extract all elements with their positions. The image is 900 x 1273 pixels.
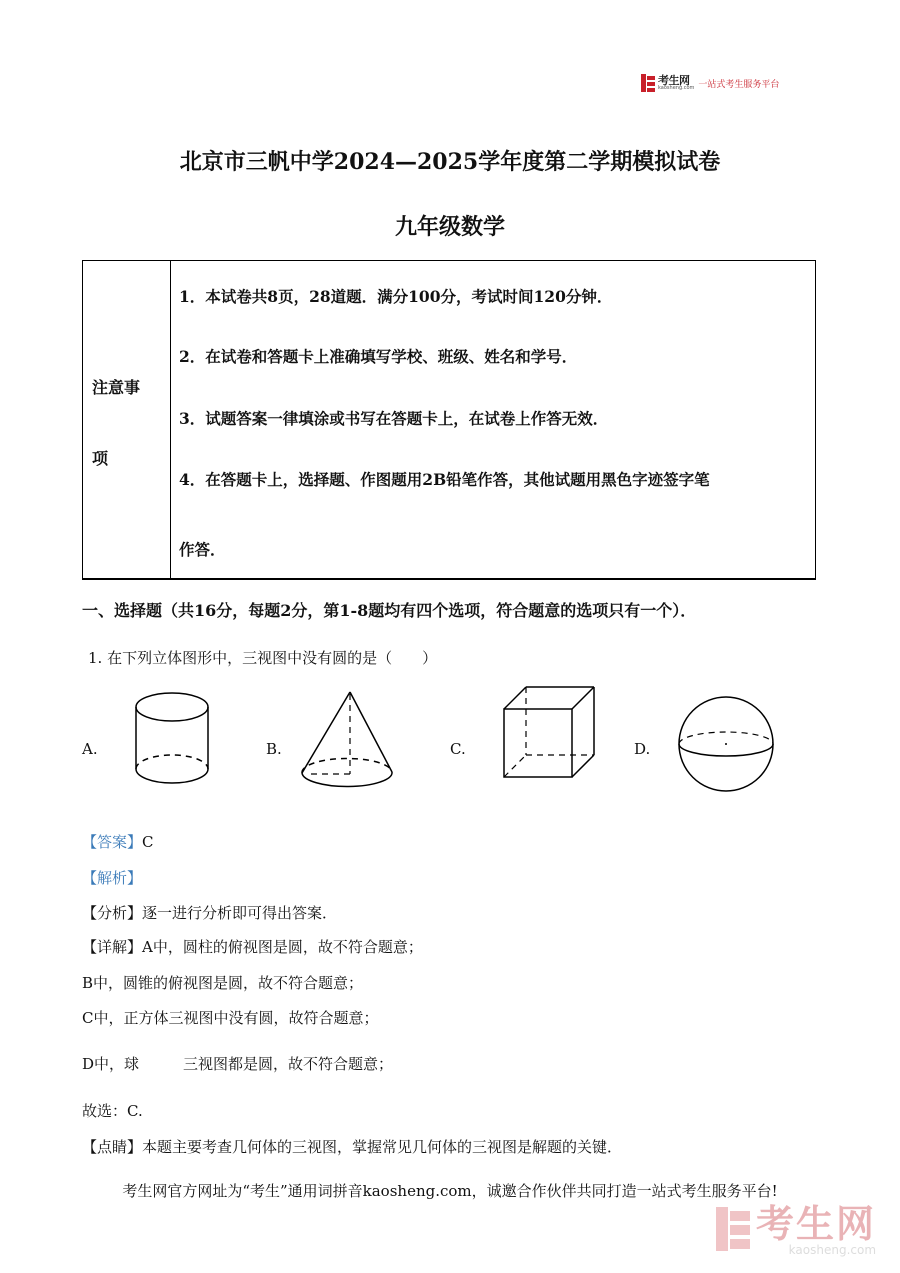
notice-label-line1: 注意事 [92,378,141,397]
answer-line [82,831,154,852]
dianjing-line [82,1136,622,1157]
sphere-figure [674,694,780,798]
footer-text: 考生网官方网址为“考生”通用词拼音kaosheng.com，诚邀合作伙伴共同打造一站式考生服务平台! [122,1182,778,1200]
notice-label-line2: 项 [92,449,109,468]
conclusion-line: 故选：C. [82,1102,143,1120]
section-heading: 一、选择题（共16分，每题2分，第1-8题均有四个选项，符合题意的选项只有一个）． [82,601,697,620]
watermark [716,1202,877,1257]
page-title: 北京市三帆中学2024—2025学年度第二学期模拟试卷 [179,149,721,175]
dianjing-text: 本题主要考查几何体的三视图，掌握常见几何体的三视图是解题的关键． [142,1138,623,1156]
detail-d-text-2: 三视图都是圆，故不符合题意； [183,1055,394,1073]
logo-slogan: 一站式考生服务平台 [698,79,780,90]
detail-a-line [82,936,423,957]
detail-d-text-1: D中，球 [82,1055,140,1073]
option-c-label: C. [450,740,466,758]
dianjing-tag: 【点睛】 [82,1138,143,1156]
answer-value: C [142,833,154,851]
logo-text [658,75,694,91]
analysis-tag: 【解析】 [82,869,143,887]
answer-tag: 【答案】 [82,833,143,851]
cone-figure [298,688,398,797]
detail-c-line: C中，正方体三视图中没有圆，故符合题意； [82,1009,379,1027]
cube-figure [496,683,602,787]
detail-a-text: A中，圆柱的俯视图是圆，故不符合题意； [142,938,423,956]
detail-b-line: B中，圆锥的俯视图是圆，故不符合题意； [82,974,364,992]
watermark-logo-icon [716,1207,750,1255]
cylinder-figure [130,690,220,794]
watermark-name: 考生网 [756,1202,877,1246]
option-b-label: B. [266,740,282,758]
page-subtitle: 九年级数学 [394,214,505,240]
watermark-domain: kaosheng.com [788,1243,877,1257]
brand-logo-icon [641,74,655,92]
fenxi-text: 逐一进行分析即可得出答案． [142,904,338,922]
notice-item: 4．在答题卡上，选择题、作图题用2B铅笔作答，其他试题用黑色字迹签字笔 [179,470,710,489]
fenxi-line [82,902,337,923]
fenxi-tag: 【分析】 [82,904,143,922]
notice-item: 2．在试卷和答题卡上准确填写学校、班级、姓名和学号． [179,347,578,366]
question-stem: 1. 在下列立体图形中，三视图中没有圆的是（ ） [88,649,438,667]
notice-item: 1．本试卷共8页，28道题．满分100分，考试时间120分钟． [179,287,613,306]
logo-domain: kaosheng.com [658,85,695,91]
option-d-label: D. [634,740,651,758]
notice-item: 3．试题答案一律填涂或书写在答题卡上，在试卷上作答无效． [179,409,609,428]
detail-d-line [82,1053,393,1074]
header-logo [641,74,779,92]
notice-label-cell [83,261,171,578]
notice-item: 作答． [179,540,226,559]
notice-table [82,260,816,580]
option-a-label: A. [82,740,98,758]
logo-name: 考生网 [658,74,690,87]
xiangjie-tag: 【详解】 [82,938,143,956]
watermark-text [756,1202,877,1257]
